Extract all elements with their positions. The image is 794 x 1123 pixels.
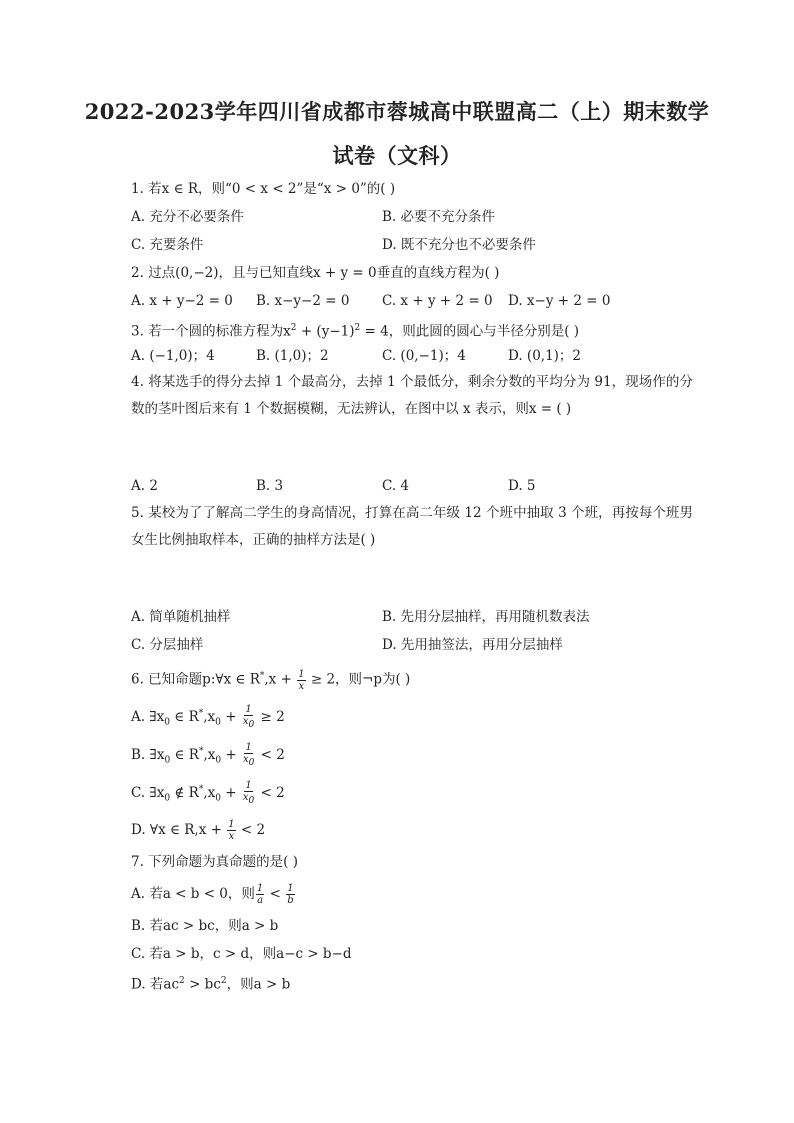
q3-stem-mid: + (y−1) (296, 323, 355, 340)
q6a-post: ≥ 2 (256, 709, 285, 725)
q7d-square-2: 2 (220, 976, 227, 986)
question-4-option-b: B. 3 (256, 478, 284, 494)
fraction-denominator: $x_0$ (242, 792, 255, 806)
question-7-option-a (131, 883, 296, 906)
question-2-stem: 2. 过点(0,−2)，且与已知直线x + y = 0垂直的直线方程为( ) (131, 265, 500, 281)
q6-stem-post: ≥ 2，则¬p为( ) (306, 671, 411, 688)
q6a-pre: A. ∃x (131, 709, 165, 725)
question-7-option-b: B. 若ac > bc，则a > b (131, 918, 279, 934)
question-2-option-a: A. x + y−2 = 0 (131, 293, 233, 309)
fraction-denominator: a (257, 895, 264, 906)
fraction-denominator: b (287, 895, 294, 906)
question-6-option-a (131, 704, 285, 732)
question-5-option-a: A. 简单随机抽样 (131, 609, 231, 625)
question-5-stem: 5. 某校为了了解高二学生的身高情况，打算在高二年级 12 个班中抽取 3 个班，再按每个班男女生比例抽取样本，正确的抽样方法是( ) (131, 505, 693, 548)
q7d-square-1: 2 (179, 976, 185, 986)
q6c-star: * (198, 784, 204, 795)
q6b-sub2: 0 (215, 755, 222, 766)
q7d-pre: D. 若ac (131, 976, 180, 993)
q6d-post: < 2 (236, 822, 266, 838)
exam-title-line2: 试卷（文科） (332, 143, 462, 168)
q6a-mid2: ,x (203, 709, 216, 725)
q6a-plus: + (220, 709, 241, 725)
fraction-denominator: $x_0$ (242, 754, 255, 768)
q6a-star: * (198, 708, 204, 719)
exam-title-line1: 2022-2023学年四川省成都市蓉城高中联盟高二（上）期末数学 (84, 99, 710, 124)
fraction-numerator: 1 (245, 742, 252, 753)
question-5-option-d: D. 先用抽签法，再用分层抽样 (382, 637, 563, 653)
q6d-fraction (227, 819, 235, 842)
question-6-option-d (131, 819, 265, 842)
q6c-fraction (242, 780, 255, 807)
question-4-option-a: A. 2 (131, 478, 158, 494)
q6b-plus: + (221, 747, 241, 763)
q7a-fraction-2 (286, 883, 294, 906)
q6b-pre: B. ∃x (131, 747, 165, 763)
question-1-option-c: C. 充要条件 (131, 237, 204, 253)
q6a-fraction (242, 704, 255, 731)
question-3-option-d: D. (0,1)；2 (508, 348, 582, 364)
q6b-post: < 2 (256, 747, 285, 763)
q6c-mid: ∉ R (170, 785, 199, 801)
q6b-star: * (198, 746, 204, 757)
q6c-mid2: ,x (203, 785, 216, 801)
question-5-option-c: C. 分层抽样 (131, 637, 204, 653)
q6b-fraction (242, 742, 255, 769)
q7a-fraction-1 (256, 883, 264, 906)
fraction-numerator: 1 (228, 819, 235, 830)
q3-stem-pre: 3. 若一个圆的标准方程为x (131, 323, 291, 340)
q3-stem-post: = 4，则此圆的圆心与半径分别是( ) (360, 323, 580, 340)
question-4-option-d: D. 5 (508, 478, 536, 494)
fraction-numerator: 1 (298, 668, 305, 680)
fraction-numerator: 1 (245, 704, 252, 715)
q6c-plus: + (221, 785, 241, 801)
question-4-option-c: C. 4 (382, 478, 410, 494)
q3-square-2: 2 (354, 323, 361, 333)
q7d-post: ，则a > b (226, 976, 291, 993)
fraction-numerator: 1 (287, 883, 294, 894)
question-5-option-b: B. 先用分层抽样，再用随机数表法 (382, 609, 590, 625)
q6c-pre: C. ∃x (131, 785, 165, 801)
q6b-mid2: ,x (203, 747, 216, 763)
q7a-lt: < (265, 886, 286, 902)
question-6-option-c (131, 780, 285, 808)
question-1-option-d: D. 既不充分也不必要条件 (382, 237, 536, 253)
fraction-denominator: x (298, 680, 305, 692)
q6c-sub2: 0 (215, 793, 221, 804)
q3-square-1: 2 (290, 323, 297, 333)
q7d-mid: > bc (184, 976, 221, 993)
question-6-option-b (131, 742, 285, 770)
question-6-stem (131, 667, 410, 692)
q6-stem-mid: ,x + (264, 671, 297, 688)
question-2-option-c: C. x + y + 2 = 0 (382, 293, 493, 309)
q6b-mid: ∈ R (170, 747, 199, 763)
question-3-option-b: B. (1,0)；2 (256, 348, 329, 364)
question-1-option-b: B. 必要不充分条件 (382, 209, 496, 225)
question-1-option-a: A. 充分不必要条件 (131, 209, 244, 225)
fraction-numerator: 1 (245, 780, 252, 791)
question-4-stem: 4. 将某选手的得分去掉 1 个最高分，去掉 1 个最低分，剩余分数的平均分为 91，现场作的分数的茎叶图后来有 1 个数据模糊，无法辨认，在图中以 x 表示，则x = ( ) (131, 374, 693, 417)
question-3-stem (131, 319, 579, 341)
question-7-stem: 7. 下列命题为真命题的是( ) (131, 854, 298, 870)
fraction-denominator: x (228, 831, 235, 842)
q6a-mid: ∈ R (170, 709, 199, 725)
fraction-denominator: $x_0$ (242, 716, 255, 730)
question-3-option-a: A. (−1,0)；4 (131, 348, 215, 364)
q6c-sub: 0 (164, 793, 171, 804)
question-2-option-b: B. x−y−2 = 0 (256, 293, 350, 309)
q6a-sub: 0 (164, 717, 171, 728)
fraction-numerator: 1 (256, 883, 264, 894)
q6-stem-pre: 6. 已知命题p:∀x ∈ R (131, 671, 260, 688)
q6-star: * (259, 671, 265, 681)
question-7-option-d (131, 972, 290, 994)
q6-fraction (297, 669, 305, 692)
question-3-option-c: C. (0,−1)；4 (382, 348, 466, 364)
question-7-option-c: C. 若a > b，c > d，则a−c > b−d (131, 946, 352, 962)
q6c-post: < 2 (256, 785, 285, 801)
q6a-sub2: 0 (215, 717, 221, 728)
q6d-pre: D. ∀x ∈ R,x + (131, 822, 227, 838)
q6b-sub: 0 (164, 755, 171, 766)
question-1-stem: 1. 若x ∈ R，则“0 < x < 2”是“x > 0”的( ) (131, 181, 396, 197)
q7a-pre: A. 若a < b < 0，则 (131, 886, 255, 902)
question-2-option-d: D. x−y + 2 = 0 (508, 293, 611, 309)
